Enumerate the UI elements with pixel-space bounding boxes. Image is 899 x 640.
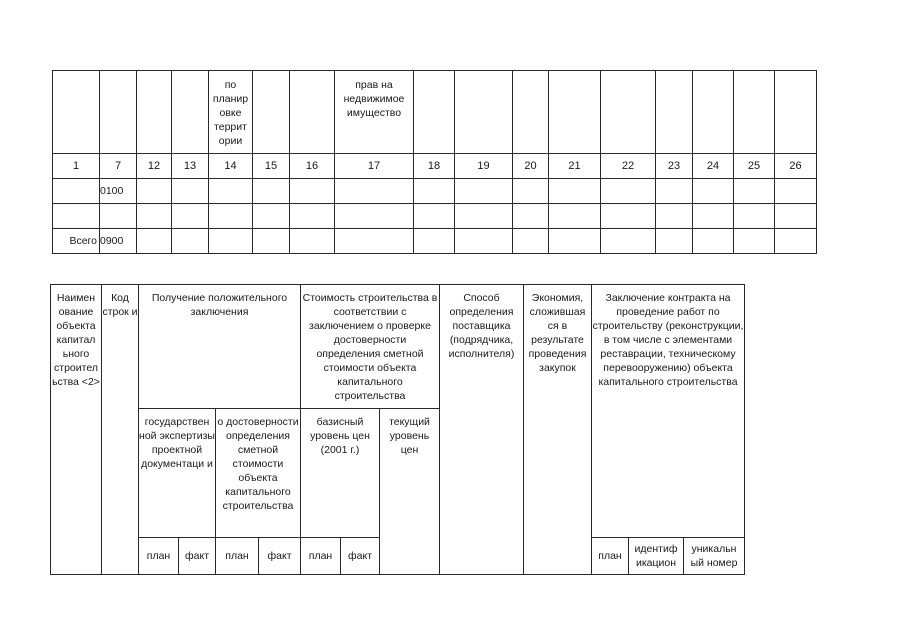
table-cell (290, 229, 335, 254)
column-number: 18 (414, 154, 455, 179)
supplier-method-header: Способ определения поставщика (подрядчика, исполнителя) (440, 285, 524, 575)
cost-header: Стоимость строительства в соответствии с заключением о проверке достоверности определения сметной стоимости объекта капитального строительства (301, 285, 440, 409)
fact-header: факт (259, 538, 301, 575)
table-cell (209, 179, 253, 204)
column-number-row (53, 154, 817, 179)
table-row-total (53, 229, 817, 254)
positive-conclusion-header: Получение положительного заключения (139, 285, 301, 409)
header-cell (601, 71, 656, 154)
table-cell (290, 179, 335, 204)
header-row (51, 285, 745, 409)
header-cell (290, 71, 335, 154)
state-expertise-header: государствен ной экспертизы проектной документаци и (139, 409, 216, 538)
object-name-header: Наимен ование объекта капитал ьного строител ьства <2> (51, 285, 102, 575)
table-cell (253, 179, 290, 204)
fact-header: факт (341, 538, 380, 575)
row-label-total: Всего (53, 229, 100, 254)
table-cell (656, 179, 693, 204)
table-row (53, 204, 817, 229)
table-cell (335, 179, 414, 204)
column-number: 14 (209, 154, 253, 179)
table-cell (693, 229, 734, 254)
column-number: 1 (53, 154, 100, 179)
base-price-header: базисный уровень цен (2001 г.) (301, 409, 380, 538)
current-price-header: текущий уровень цен (380, 409, 440, 575)
table-cell (335, 229, 414, 254)
fact-header: факт (179, 538, 216, 575)
table-cell (693, 204, 734, 229)
column-number: 16 (290, 154, 335, 179)
table-cell (172, 229, 209, 254)
column-number: 17 (335, 154, 414, 179)
table-cell (549, 204, 601, 229)
table-cell (455, 179, 513, 204)
table-cell (734, 179, 775, 204)
header-cell-17: прав на недвижимое имущество (335, 71, 414, 154)
column-number: 25 (734, 154, 775, 179)
table-cell (734, 229, 775, 254)
table-cell (513, 179, 549, 204)
column-number: 15 (253, 154, 290, 179)
row-code (100, 204, 137, 229)
table-cell (253, 229, 290, 254)
lower-table (50, 284, 745, 575)
column-number: 26 (775, 154, 817, 179)
table-cell (656, 229, 693, 254)
column-number: 23 (656, 154, 693, 179)
plan-header: план (216, 538, 259, 575)
column-number: 19 (455, 154, 513, 179)
table-cell (335, 204, 414, 229)
table-cell (414, 179, 455, 204)
table-cell (601, 179, 656, 204)
table-row (53, 179, 817, 204)
table-cell (549, 229, 601, 254)
upper-table (52, 70, 817, 254)
table-cell (209, 229, 253, 254)
table-cell (253, 204, 290, 229)
row-label (53, 204, 100, 229)
table-cell (137, 179, 172, 204)
table-cell (172, 204, 209, 229)
contract-header: Заключение контракта на проведение работ по строительству (реконструкции, в том числе с элементами реставрации, техническому перевооружению) объекта капитального строительства (592, 285, 745, 538)
table-cell (172, 179, 209, 204)
header-cell-14: по планир овке террит ории (209, 71, 253, 154)
plan-header: план (139, 538, 179, 575)
plan-header: план (592, 538, 629, 575)
header-cell (100, 71, 137, 154)
table-cell (775, 179, 817, 204)
header-cell (734, 71, 775, 154)
row-code-header: Код строк и (102, 285, 139, 575)
identification-header: идентиф икацион (629, 538, 684, 575)
header-row (53, 71, 817, 154)
header-cell (414, 71, 455, 154)
table-cell (414, 204, 455, 229)
header-cell (137, 71, 172, 154)
table-cell (209, 204, 253, 229)
table-cell (137, 229, 172, 254)
table-cell (693, 179, 734, 204)
table-cell (455, 204, 513, 229)
header-cell (513, 71, 549, 154)
table-cell (775, 204, 817, 229)
table-cell (734, 204, 775, 229)
column-number: 13 (172, 154, 209, 179)
savings-header: Экономия, сложившая ся в результате проведения закупок (524, 285, 592, 575)
reliability-header: о достоверности определения сметной стоимости объекта капитального строительства (216, 409, 301, 538)
table-cell (549, 179, 601, 204)
table-cell (290, 204, 335, 229)
table-cell (513, 229, 549, 254)
table-cell (775, 229, 817, 254)
unique-number-header: уникальн ый номер (684, 538, 745, 575)
table-cell (137, 204, 172, 229)
header-cell (455, 71, 513, 154)
table-cell (601, 229, 656, 254)
row-label (53, 179, 100, 204)
row-code: 0100 (100, 179, 137, 204)
plan-header: план (301, 538, 341, 575)
table-cell (414, 229, 455, 254)
table-cell (513, 204, 549, 229)
row-code: 0900 (100, 229, 137, 254)
table-cell (601, 204, 656, 229)
header-cell (693, 71, 734, 154)
header-cell (656, 71, 693, 154)
column-number: 20 (513, 154, 549, 179)
header-cell (549, 71, 601, 154)
column-number: 21 (549, 154, 601, 179)
column-number: 12 (137, 154, 172, 179)
column-number: 24 (693, 154, 734, 179)
column-number: 7 (100, 154, 137, 179)
header-cell (53, 71, 100, 154)
header-cell (775, 71, 817, 154)
table-cell (656, 204, 693, 229)
column-number: 22 (601, 154, 656, 179)
table-cell (455, 229, 513, 254)
header-cell (172, 71, 209, 154)
header-cell (253, 71, 290, 154)
